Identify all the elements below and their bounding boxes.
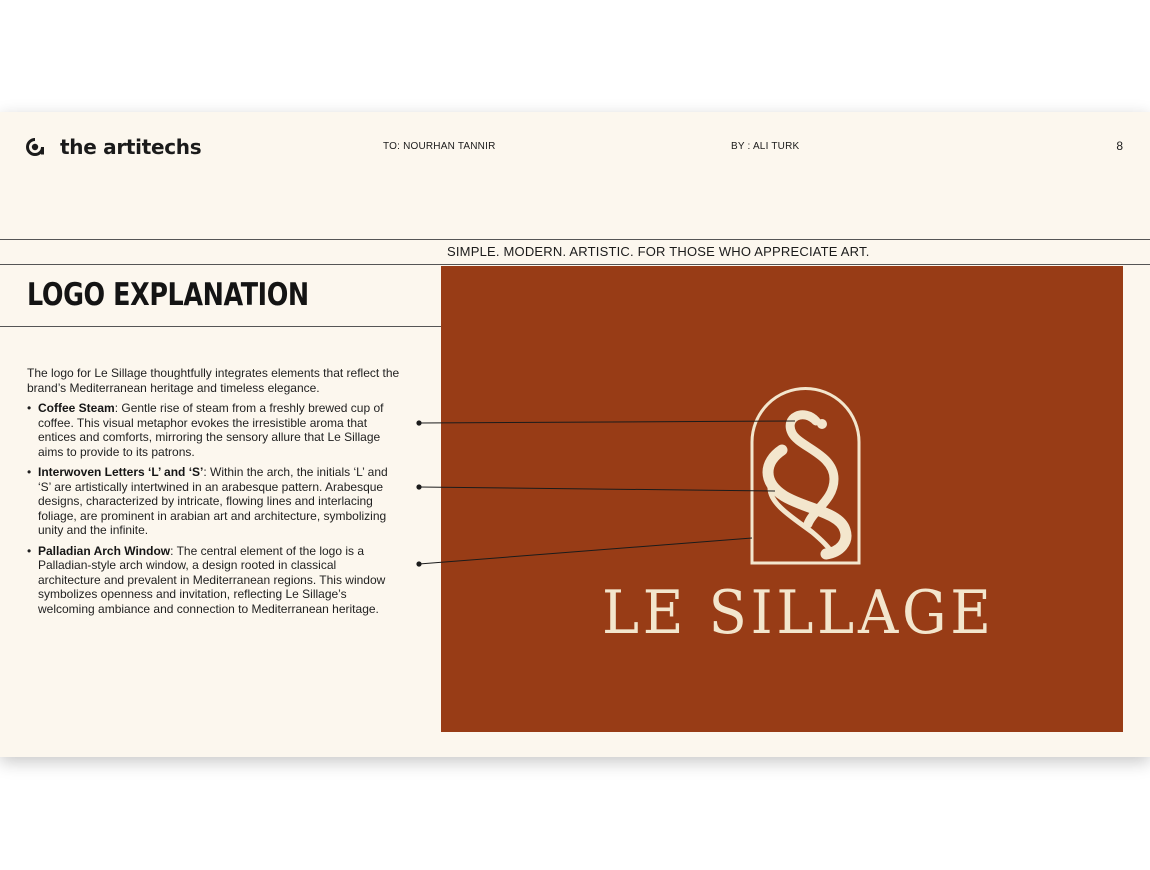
logo-description [27, 366, 402, 622]
page-number: 8 [1116, 139, 1123, 153]
callout-dot [416, 561, 421, 566]
author-label: BY : ALI TURK [731, 141, 800, 152]
tagline: SIMPLE. MODERN. ARTISTIC. FOR THOSE WHO APPRECIATE ART. [447, 244, 870, 259]
slide [0, 112, 1150, 757]
bullet-term: Palladian Arch Window [38, 543, 171, 558]
bullet-coffee-steam [27, 401, 402, 459]
callout-dot [416, 484, 421, 489]
brand [26, 135, 201, 159]
artitechs-logo-icon [26, 138, 44, 156]
bullet-dot: • [27, 465, 32, 479]
logo-panel [441, 266, 1123, 732]
bullet-text: : The central element of the logo is a Palladian-style arch window, a design rooted in classical architecture and prevalent in Mediterranean regions. This window symbolizes openness and invitation, reflecting Le Sillage’s welcoming ambiance and connection to Mediterranean heritage. [38, 543, 386, 616]
bullet-term: Coffee Steam [38, 401, 115, 415]
intro-paragraph: The logo for Le Sillage thoughtfully integrates elements that reflect the brand’s Mediterranean heritage and timeless elegance. [27, 366, 400, 395]
bullet-term: Interwoven Letters ‘L’ and ‘S’ [38, 465, 204, 479]
bullet-palladian-arch [27, 544, 402, 617]
callout-dot [416, 420, 421, 425]
tagline-band [0, 239, 1150, 265]
logo-wordmark: LE SILLAGE [602, 578, 995, 648]
heading-box [0, 265, 441, 327]
page-title: LOGO EXPLANATION [27, 277, 309, 313]
bullet-text: : Gentle rise of steam from a freshly brewed cup of coffee. This visual metaphor evokes the irresistible aroma that entices and comforts, mirroring the sensory allure that Le Sillage aims to provide to its patrons. [38, 401, 384, 459]
bullet-list [27, 401, 402, 616]
bullet-text: : Within the arch, the initials ‘L’ and ‘S’ are artistically intertwined in an arabesque pattern. Arabesque designs, characterized by intricate, flowing lines and interlacing foliage, are prominent in arabian art and architecture, symbolizing unity and the infinite. [38, 465, 388, 537]
recipient-label: TO: NOURHAN TANNIR [383, 141, 496, 152]
brand-name: the artitechs [60, 135, 202, 159]
bullet-interwoven-letters [27, 465, 402, 538]
bullet-dot: • [27, 543, 32, 558]
bullet-dot: • [27, 401, 32, 415]
